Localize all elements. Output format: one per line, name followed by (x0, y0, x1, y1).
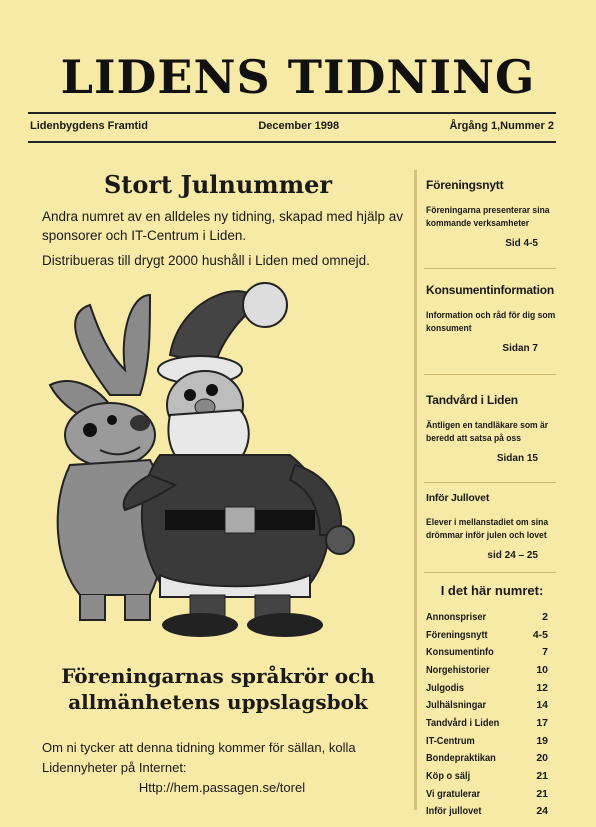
lead-paragraph-1: Andra numret av en alldeles ny tidning, skapad med hjälp av sponsorer och IT-Centrum i Liden. (42, 209, 403, 243)
toc-label: Norgehistorier (426, 663, 490, 676)
toc-label: Julgodis (426, 681, 464, 694)
toc-row (426, 608, 548, 626)
toc-page: 14 (536, 699, 548, 712)
toc-label: Konsumentinfo (426, 646, 494, 659)
toc-row (426, 732, 548, 750)
lead-intro (28, 207, 422, 276)
masthead-title: LIDENS TIDNING (60, 50, 536, 104)
sidebar-section-foreningsnytt (426, 178, 558, 249)
slogan-line-1: Föreningarnas språkrör och (61, 664, 375, 688)
toc-page: 7 (542, 646, 548, 659)
sidebar-section-text: Elever i mellanstadiet om sina drömmar inför julen och lovet (426, 517, 549, 541)
toc-page: 21 (536, 787, 548, 800)
sidebar-separator (424, 374, 556, 375)
footer-note-text-2: Lidennyheter på Internet: (42, 760, 187, 775)
toc-label: Köp o sälj (426, 770, 471, 783)
toc-page: 19 (536, 734, 548, 747)
masthead-issue: Årgång 1,Nummer 2 (449, 120, 554, 132)
toc-row (426, 643, 548, 661)
santa-reindeer-illustration (40, 275, 400, 645)
toc-page: 10 (536, 663, 548, 676)
sidebar-section-text: Föreningarna presenterar sina kommande verksamheter (426, 205, 550, 229)
toc-row (426, 750, 548, 768)
toc-label: IT-Centrum (426, 734, 475, 747)
toc-page: 20 (536, 752, 548, 765)
masthead-info-bar (30, 120, 554, 132)
masthead-rule-top (28, 112, 556, 114)
sidebar-section-title: Konsumentinformation (426, 283, 554, 297)
toc-row (426, 626, 548, 644)
slogan-line-2: allmänhetens uppslagsbok (68, 690, 368, 714)
column-divider (414, 170, 417, 810)
table-of-contents (426, 608, 548, 820)
toc-row (426, 661, 548, 679)
toc-page: 21 (536, 770, 548, 783)
footer-note-text-1: Om ni tycker att denna tidning kommer för sällan, kolla (42, 740, 356, 755)
toc-row (426, 767, 548, 785)
masthead-rule-bottom (28, 141, 556, 143)
sidebar-section-jullovet (426, 492, 558, 561)
sidebar-separator (424, 268, 556, 269)
toc-label: Föreningsnytt (426, 628, 488, 641)
toc-row (426, 679, 548, 697)
toc-page: 4-5 (532, 628, 548, 641)
toc-page: 12 (536, 681, 548, 694)
sidebar-section-page: Sidan 15 (496, 453, 538, 464)
lead-paragraph-2: Distribueras till drygt 2000 hushåll i Liden med omnejd. (42, 253, 370, 268)
sidebar-section-title: Tandvård i Liden (426, 393, 518, 407)
sidebar-section-tandvard (426, 393, 558, 464)
toc-page: 2 (542, 610, 548, 623)
sidebar-separator (424, 482, 556, 483)
sidebar-section-title: Inför Jullovet (426, 492, 490, 504)
sidebar-section-page: sid 24 – 25 (487, 550, 538, 561)
sidebar-section-text: Information och råd för dig som konsument (426, 310, 556, 334)
toc-row (426, 696, 548, 714)
toc-row (426, 785, 548, 803)
sidebar-section-text: Äntligen en tandläkare som är beredd att satsa på oss (426, 420, 549, 444)
sidebar-section-konsument (426, 283, 558, 354)
lead-headline: Stort Julnummer (103, 170, 333, 199)
toc-page: 17 (536, 716, 548, 729)
sidebar-separator (424, 572, 556, 573)
toc-row (426, 714, 548, 732)
toc-title: I det här numret: (440, 583, 544, 598)
toc-row (426, 803, 548, 821)
sidebar-section-title: Föreningsnytt (426, 178, 504, 192)
masthead-subtitle: Lidenbygdens Framtid (30, 120, 148, 132)
toc-label: Annonspriser (426, 610, 487, 623)
masthead-date: December 1998 (258, 120, 340, 132)
toc-label: Vi gratulerar (426, 787, 481, 800)
slogan (28, 663, 408, 715)
footer-note (28, 738, 422, 798)
toc-label: Bondepraktikan (426, 752, 496, 765)
toc-page: 24 (536, 805, 548, 818)
website-link[interactable]: Http://hem.passagen.se/torel (138, 780, 306, 795)
toc-label: Inför jullovet (426, 805, 482, 818)
sidebar-section-page: Sidan 7 (502, 343, 538, 354)
toc-label: Julhälsningar (426, 699, 487, 712)
sidebar-section-page: Sid 4-5 (505, 238, 538, 249)
toc-label: Tandvård i Liden (426, 716, 500, 729)
